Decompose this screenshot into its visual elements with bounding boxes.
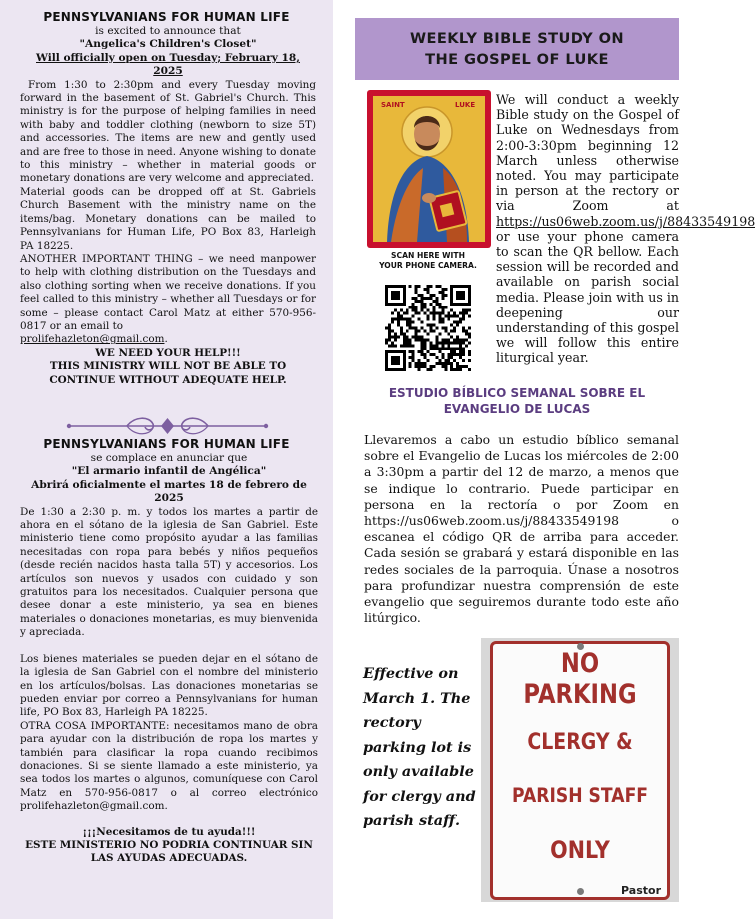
spanish-heading-line-1: ESTUDIO BÍBLICO SEMANAL SOBRE EL [388, 386, 646, 400]
parking-notice: Effective on March 1. The rectory parking lot is only available for clergy and parish staff. [363, 665, 476, 829]
scan-line-2: YOUR PHONE CAMERA. [379, 261, 477, 270]
closet-name-spanish: "El armario infantil de Angélica" [71, 465, 267, 478]
english-paragraph-2: Material goods can be dropped off at St. Gabriels Church Basement with the ministry name on the items/bag. Monetary donations can be mailed to Pennsylvanians for Human Life, PO Box 83, Harleigh PA 18225. [20, 185, 316, 252]
english-announcement [20, 25, 316, 387]
spanish-announcement [20, 452, 318, 866]
spanish-paragraph-1: De 1:30 a 2:30 p. m. y todos los martes a partir de ahora en el sótano de la iglesia de San Gabriel. Este ministerio tiene como propósito ayudar a las familias necesitadas con ropa para bebés y niños pequeños (desde recién nacidos hasta talla 5T) y accesorios. Los artículos son nuevos y usados con cuidado y son gratuitos para los necesitados. Cualquier persona que desee donar a este ministerio, ya sea en bienes materiales o donaciones monetarias, es muy bienvenida y apreciada. [20, 505, 318, 639]
sign-bolt-bottom [577, 888, 584, 895]
org-title-spanish: PENNSYLVANIANS FOR HUMAN LIFE [43, 437, 290, 451]
sign-line-4: ONLY [550, 836, 610, 864]
open-date-line: Will officially open on Tuesday; February 18, 2025 [36, 51, 300, 78]
no-parking-sign [490, 641, 670, 900]
icon-label-saint: SAINT [381, 101, 405, 109]
need-help-spanish: ¡¡¡Necesitamos de tu ayuda!!! [82, 825, 256, 838]
banner-line-2: THE GOSPEL OF LUKE [425, 51, 609, 68]
scan-line-1: SCAN HERE WITH [391, 251, 465, 260]
spanish-paragraph-2: Los bienes materiales se pueden dejar en el sótano de la iglesia de San Gabriel con el nombre del ministerio en los artículos/bolsas. Las donaciones monetarias se pueden enviar por correo a Pennsylvanians for human life, PO Box 83, Harleigh PA 18225. [20, 652, 318, 719]
bible-study-english-text [496, 92, 755, 366]
closet-name: "Angelica's Children's Closet" [79, 38, 257, 51]
ornamental-divider [65, 415, 270, 437]
spanish-bible-study-heading [355, 385, 679, 417]
open-date-line-spanish: Abrirá oficialmente el martes 18 de febrero de 2025 [31, 478, 307, 505]
bible-study-banner [355, 18, 679, 80]
zoom-qr-code[interactable] [385, 285, 471, 371]
saint-luke-icon [367, 90, 491, 248]
email-link[interactable]: prolifehazleton@gmail.com [20, 333, 165, 346]
sign-line-5: Pastor [621, 884, 661, 897]
email-suffix: . [164, 333, 168, 346]
excited-line-spanish: se complace en anunciar que [90, 452, 248, 464]
need-help-english: WE NEED YOUR HELP!!! [95, 346, 241, 359]
saint-luke-icon-art [367, 90, 491, 248]
sign-line-3: PARISH STAFF [511, 784, 649, 807]
sign-line-2: CLERGY & [527, 730, 633, 755]
cannot-continue-english: THIS MINISTRY WILL NOT BE ABLE TO CONTINUE WITHOUT ADEQUATE HELP. [49, 360, 287, 386]
english-body-after-link: or use your phone camera to scan the QR bellow. Each session will be recorded and available on parish social media. Please join with us in deepening our understanding of this gospel we will follow this entire liturgical year. [496, 228, 679, 366]
cannot-continue-spanish: ESTE MINISTERIO NO PODRIA CONTINUAR SIN LAS AYUDAS ADECUADAS. [25, 838, 313, 865]
english-body-before-link: We will conduct a weekly Bible study on the Gospel of Luke on Wednesdays from 2:00-3:30pm beginning 12 March unless otherwise noted. You may participate in person at the rectory or via Zoom at [496, 92, 679, 214]
spanish-paragraph-3: OTRA COSA IMPORTANTE: necesitamos mano de obra para ayudar con la distribución de ropa los martes y también para clasificar la ropa cuando recibimos donaciones. Si se siente llamado a este ministerio, ya sea todos los martes o algunos, comuníquese con Carol Matz en 570-956-0817 o al correo electrónico prolifehazleton@gmail.com. [20, 719, 318, 813]
banner-line-1: WEEKLY BIBLE STUDY ON [409, 30, 625, 47]
bible-study-spanish-text: Llevaremos a cabo un estudio bíblico semanal sobre el Evangelio de Lucas los miércoles de 2:00 a 3:30pm a partir del 12 de marzo, a menos que se indique lo contrario. Puede participar en persona en la rectoría o por Zoom en https://us06web.zoom.us/j/88433549198 o escanea el código QR de arriba para acceder. Cada sesión se grabará y estará disponible en las redes sociales de la parroquia. Únase a nosotros para profundizar nuestra comprensión de este evangelio que seguiremos durante todo este año litúrgico. [364, 432, 679, 626]
zoom-link[interactable]: https://us06web.zoom.us/j/88433549198 [496, 213, 755, 229]
org-title-english: PENNSYLVANIANS FOR HUMAN LIFE [43, 10, 290, 24]
left-column [0, 0, 333, 919]
spanish-heading-line-2: EVANGELIO DE LUCAS [443, 402, 591, 416]
english-paragraph-1: From 1:30 to 2:30pm and every Tuesday moving forward in the basement of St. Gabriel's Church. This ministry is for the purpose of helping families in need with baby and toddler clothing (newborn to size 5T) and accessories. The items are new and gently used and are free to those in need. Anyone wishing to donate to this ministry – whether in material goods or monetary donations are very welcome and appreciated. [20, 78, 316, 185]
english-paragraph-3: ANOTHER IMPORTANT THING – we need manpower to help with clothing distribution on the Tuesdays and also clothing sorting when we receive donations. If you feel called to this ministry – whether all Tuesdays or for some – please contact Carol Matz at either 570-956-0817 or an email to [20, 252, 316, 332]
excited-line: is excited to announce that [95, 25, 241, 37]
icon-label-luke: LUKE [455, 101, 476, 109]
scan-instructions [365, 251, 491, 271]
sign-line-1: NO PARKING [523, 648, 637, 710]
